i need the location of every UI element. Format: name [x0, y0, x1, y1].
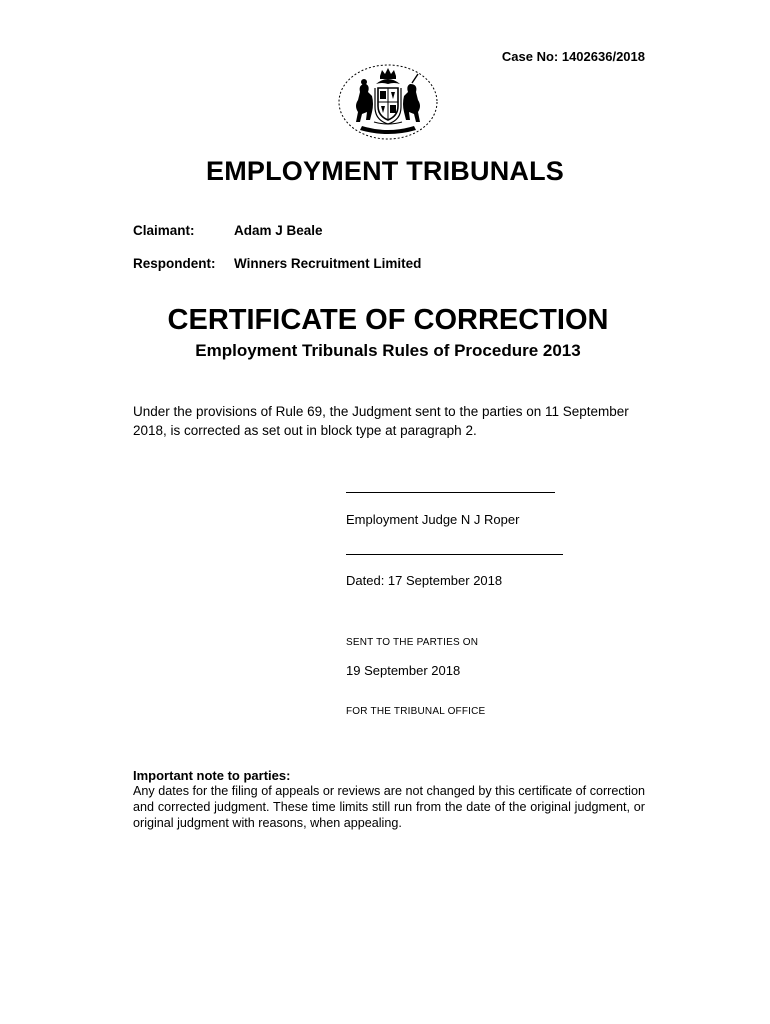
correction-statement: Under the provisions of Rule 69, the Judgment sent to the parties on 11 September 2018, is corrected as set out in block type at paragraph 2.: [133, 404, 629, 438]
important-note-text: Any dates for the filing of appeals or reviews are not changed by this certificate of correction and corrected judgment. These time limits still run from the date of the original judgment, or original judgment with reasons, when appealing.: [133, 784, 645, 830]
claimant-name: Adam J Beale: [234, 223, 323, 238]
certificate-title: CERTIFICATE OF CORRECTION: [167, 304, 609, 336]
date-signature-line: [346, 554, 563, 555]
tribunal-office-label: FOR THE TRIBUNAL OFFICE: [346, 706, 486, 717]
judge-name: Employment Judge N J Roper: [346, 512, 520, 527]
certificate-subtitle: Employment Tribunals Rules of Procedure 2013: [195, 341, 581, 360]
claimant-label: Claimant:: [133, 223, 195, 238]
document-title: EMPLOYMENT TRIBUNALS: [206, 156, 564, 186]
case-number: Case No: 1402636/2018: [501, 49, 645, 64]
dated-text: Dated: 17 September 2018: [346, 573, 503, 588]
important-note-heading: Important note to parties:: [133, 768, 291, 783]
judge-signature-line: [346, 492, 555, 493]
royal-coat-of-arms-icon: [336, 62, 440, 142]
respondent-name: Winners Recruitment Limited: [234, 256, 422, 271]
sent-to-parties-label: SENT TO THE PARTIES ON: [346, 637, 479, 648]
sent-date: 19 September 2018: [346, 663, 461, 678]
respondent-label: Respondent:: [133, 256, 216, 271]
